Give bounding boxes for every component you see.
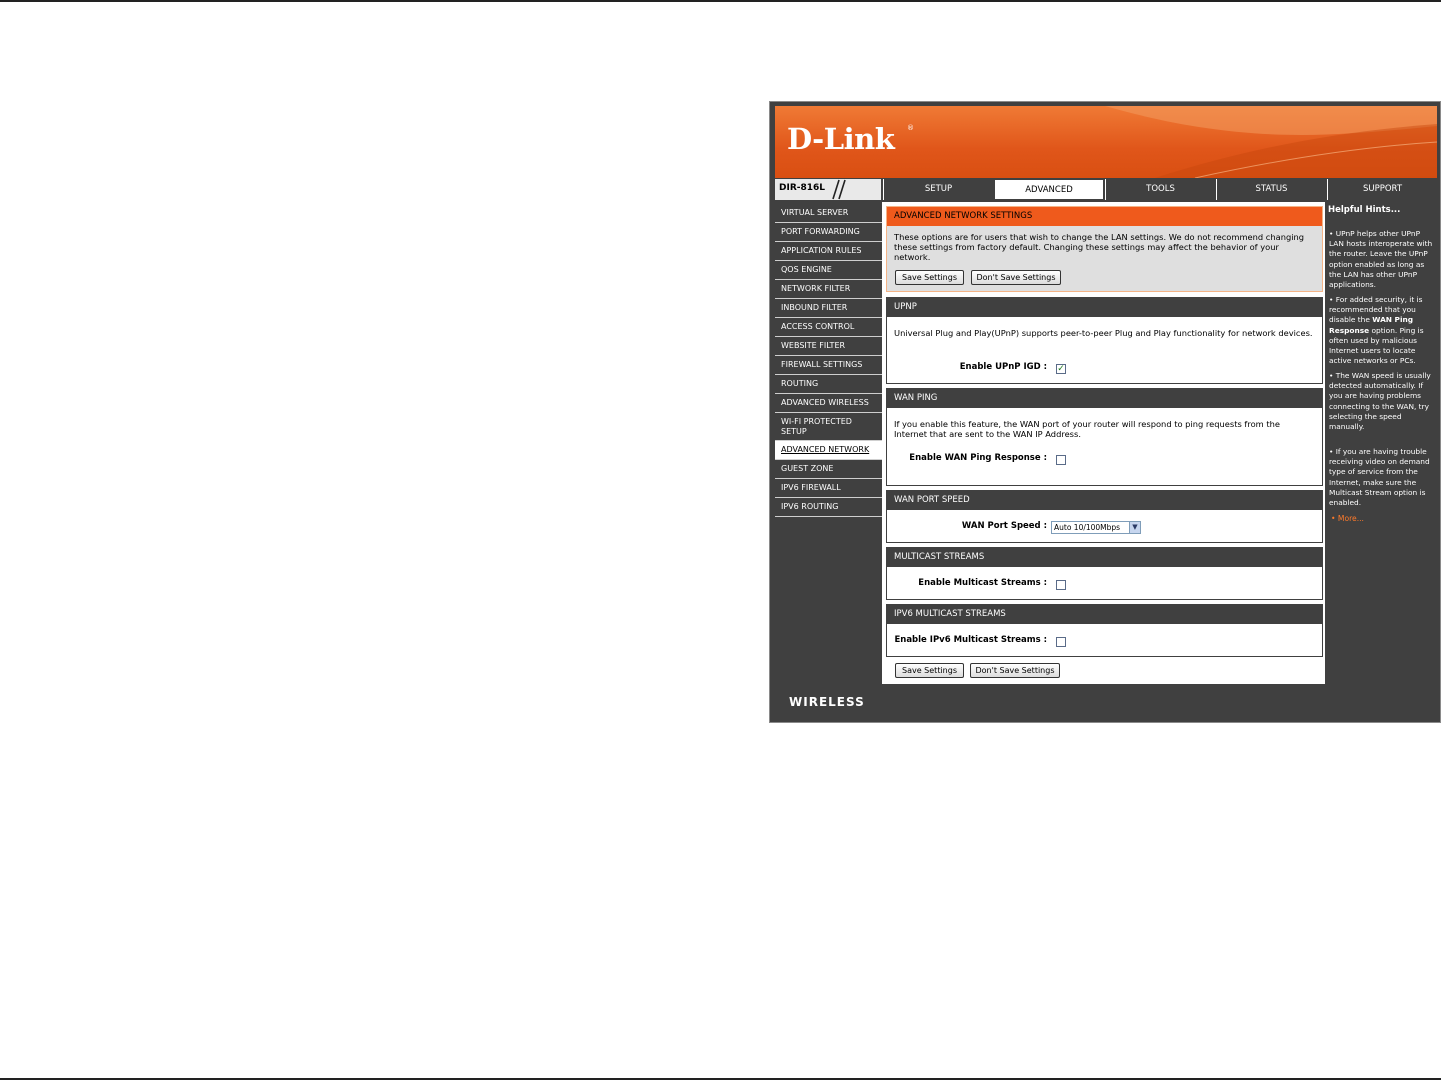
section-body — [887, 226, 1322, 292]
upnp-section — [886, 297, 1323, 384]
hint-wan-ping-pre: • For added security, it is recommended that you disable the — [1329, 295, 1423, 325]
wan-port-speed-section — [886, 490, 1323, 543]
upnp-igd-label: Enable UPnP IGD : — [959, 362, 1047, 372]
page-top-rule — [0, 0, 1441, 2]
tab-advanced[interactable]: ADVANCED — [994, 179, 1104, 200]
chevron-down-icon[interactable]: ▼ — [1129, 522, 1140, 533]
page-bottom-rule — [0, 1078, 1441, 1080]
footer-bar — [775, 686, 1437, 718]
enable-multicast-checkbox[interactable] — [1056, 580, 1066, 590]
enable-upnp-checkbox[interactable]: ✓ — [1057, 364, 1065, 374]
hint-wan-ping — [1329, 295, 1433, 366]
sidebar-item-advanced-wireless[interactable]: ADVANCED WIRELESS — [775, 394, 882, 413]
bottom-save-settings-button[interactable]: Save Settings — [895, 663, 964, 678]
registered-mark: ® — [907, 124, 914, 132]
hint-wan-ping-post: option. Ping is often used by malicious Internet users to locate active networks or PCs. — [1329, 325, 1424, 366]
sidebar-item-guest-zone[interactable]: GUEST ZONE — [775, 460, 882, 479]
save-settings-button[interactable]: Save Settings — [895, 270, 964, 285]
brand-banner — [775, 106, 1437, 178]
top-nav — [775, 178, 1437, 200]
bottom-dont-save-settings-button[interactable]: Don't Save Settings — [970, 663, 1060, 678]
sidebar-item-routing[interactable]: ROUTING — [775, 375, 882, 394]
section-title: MULTICAST STREAMS — [887, 548, 1322, 567]
sidebar-item-network-filter[interactable]: NETWORK FILTER — [775, 280, 882, 299]
wan-port-speed-label: WAN Port Speed : — [961, 521, 1047, 531]
hint-multicast: • If you are having trouble receiving video on demand type of service from the Internet, make sure the Multicast Stream option is enabled. — [1329, 447, 1430, 508]
multicast-streams-section — [886, 547, 1323, 600]
hint-wan-speed: • The WAN speed is usually detected automatically. If you are having problems connecting to the WAN, try selecting the speed manually. — [1329, 371, 1431, 432]
wan-port-speed-select[interactable] — [1051, 521, 1141, 534]
tab-setup[interactable]: SETUP — [883, 179, 993, 200]
section-title: UPNP — [887, 298, 1322, 317]
sidebar-item-application-rules[interactable]: APPLICATION RULES — [775, 242, 882, 261]
sidebar-item-inbound-filter[interactable]: INBOUND FILTER — [775, 299, 882, 318]
main-content — [882, 202, 1325, 684]
enable-ipv6-multicast-checkbox[interactable] — [1056, 637, 1066, 647]
sidebar-item-firewall-settings[interactable]: FIREWALL SETTINGS — [775, 356, 882, 375]
section-title: ADVANCED NETWORK SETTINGS — [887, 207, 1322, 226]
sidebar-item-wifi-protected-setup[interactable]: WI-FI PROTECTED SETUP — [775, 413, 882, 441]
advanced-network-settings-section — [886, 206, 1323, 292]
ipv6-multicast-streams-section — [886, 604, 1323, 657]
wireless-logo-text: WIRELESS — [789, 695, 865, 709]
tab-status[interactable]: STATUS — [1216, 179, 1326, 200]
sidebar-item-virtual-server[interactable]: VIRTUAL SERVER — [775, 204, 882, 223]
wan-ping-description: If you enable this feature, the WAN port of your router will respond to ping requests from the Internet that are sent to the WAN IP Address. — [894, 419, 1280, 439]
sidebar-item-qos-engine[interactable]: QOS ENGINE — [775, 261, 882, 280]
dont-save-settings-button[interactable]: Don't Save Settings — [971, 270, 1061, 285]
ipv6-multicast-label: Enable IPv6 Multicast Streams : — [894, 635, 1047, 645]
wan-ping-label: Enable WAN Ping Response : — [909, 453, 1047, 463]
multicast-label: Enable Multicast Streams : — [918, 578, 1047, 588]
wan-port-speed-value: Auto 10/100Mbps — [1054, 523, 1121, 532]
sidebar — [775, 202, 882, 684]
section-body — [887, 317, 1322, 384]
sidebar-item-access-control[interactable]: ACCESS CONTROL — [775, 318, 882, 337]
hints-more-link[interactable]: • More... — [1331, 514, 1364, 523]
section-title: IPV6 MULTICAST STREAMS — [887, 605, 1322, 624]
section-body — [887, 510, 1322, 543]
sidebar-item-ipv6-routing[interactable]: IPV6 ROUTING — [775, 498, 882, 517]
hint-upnp: • UPnP helps other UPnP LAN hosts interoperate with the router. Leave the UPnP option enabled as long as the LAN has other UPnP applications. — [1329, 229, 1433, 290]
section-title: WAN PORT SPEED — [887, 491, 1322, 510]
hint-wan-ping-bold: WAN Ping Response — [1329, 315, 1414, 335]
enable-wan-ping-checkbox[interactable] — [1056, 455, 1066, 465]
upnp-description: Universal Plug and Play(UPnP) supports peer-to-peer Plug and Play functionality for network devices. — [894, 328, 1313, 338]
sidebar-item-website-filter[interactable]: WEBSITE FILTER — [775, 337, 882, 356]
section-body — [887, 567, 1322, 600]
hints-title: Helpful Hints... — [1328, 205, 1401, 215]
dlink-logo: D-Link — [787, 122, 895, 156]
model-badge — [775, 179, 881, 200]
model-label: DIR-816L — [779, 183, 826, 193]
tab-support[interactable]: SUPPORT — [1327, 179, 1437, 200]
sidebar-item-ipv6-firewall[interactable]: IPV6 FIREWALL — [775, 479, 882, 498]
helpful-hints-panel — [1325, 202, 1437, 684]
section-title: WAN PING — [887, 389, 1322, 408]
intro-text: These options are for users that wish to change the LAN settings. We do not recommend changing these settings from factory default. Changing these settings may affect the behavior of your network. — [894, 232, 1305, 262]
wan-ping-section — [886, 388, 1323, 486]
section-body — [887, 408, 1322, 486]
model-slash-icon — [825, 179, 849, 200]
section-body — [887, 624, 1322, 657]
sidebar-item-port-forwarding[interactable]: PORT FORWARDING — [775, 223, 882, 242]
tab-tools[interactable]: TOOLS — [1105, 179, 1215, 200]
sidebar-item-advanced-network[interactable]: ADVANCED NETWORK — [775, 441, 882, 460]
router-screenshot — [769, 101, 1441, 723]
